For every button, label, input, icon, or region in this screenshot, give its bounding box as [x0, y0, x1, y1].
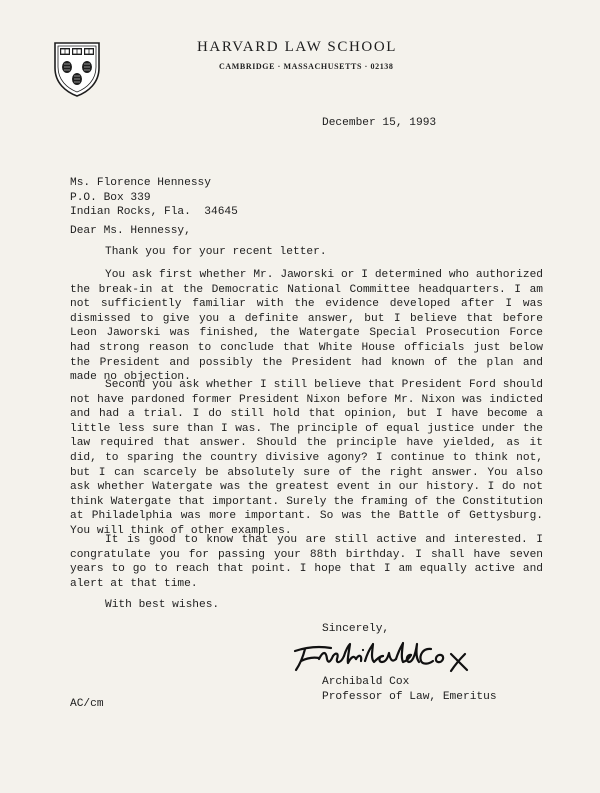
harvard-shield-logo: [52, 40, 102, 98]
letterhead-institution: HARVARD LAW SCHOOL: [197, 39, 398, 55]
body-paragraph: It is good to know that you are still active and interested. I congratulate you for passing your 88th birthday. I shall have seven years to go to reach that point. I hope that I am equally active and alert at that time.: [70, 534, 543, 590]
letter-date: December 15, 1993: [322, 117, 437, 129]
body-paragraph: Thank you for your recent letter.: [105, 246, 327, 258]
complimentary-close: Sincerely,: [322, 623, 390, 635]
signer-title: Professor of Law, Emeritus: [322, 690, 497, 703]
reference-initials: AC/cm: [70, 698, 104, 710]
closing-wishes: With best wishes.: [105, 599, 220, 611]
body-paragraph: Second you ask whether I still believe that President Ford should not have pardoned former President Nixon before Mr. Nixon was indicted and had a trial. I do still hold that opinion, but I have become a little less sure than I was. The principle of equal justice under the law required that answer. Should the principle have yielded, as it did, to sparing the country divisive agony? I continue to think not, but I can scarcely be absolutely sure of the right answer. You also ask whether Watergate was the greatest event in our history. I do not think Watergate that important. Surely the framing of the Constitution at Philadelphia was more important. So was the Battle of Gettysburg. You will think of other examples.: [70, 379, 543, 537]
body-paragraph: You ask first whether Mr. Jaworski or I determined who authorized the break-in at the Democratic National Committee headquarters. I am not sufficiently familiar with the evidence developed after I was dismissed to give you a definite answer, but I believe that before Leon Jaworski was finished, the Watergate Special Prosecution Force had strong reason to conclude that White House officials just below the President and possibly the President had known of the plan and made no objection.: [70, 269, 543, 384]
handwritten-signature: [293, 639, 493, 675]
signer-name: Archibald Cox: [322, 676, 410, 688]
salutation: Dear Ms. Hennessy,: [70, 225, 191, 237]
recipient-line: Indian Rocks, Fla. 34645: [70, 206, 238, 219]
recipient-line: Ms. Florence Hennessy: [70, 177, 211, 189]
letterhead-address: CAMBRIDGE · MASSACHUSETTS · 02138: [219, 62, 394, 71]
recipient-line: P.O. Box 339: [70, 191, 151, 204]
